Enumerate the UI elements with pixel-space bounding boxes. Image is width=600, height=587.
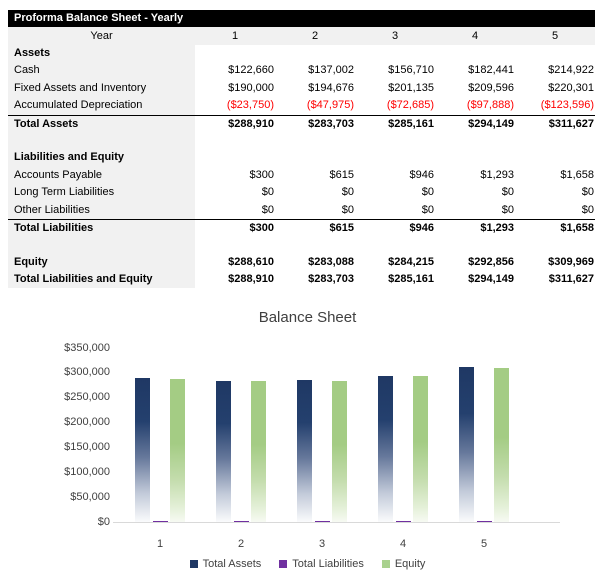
cell-value[interactable]: $309,969: [548, 255, 594, 268]
cell-value[interactable]: $0: [341, 203, 354, 216]
legend-swatch-total-liabilities: [279, 560, 287, 568]
row-label[interactable]: Liabilities and Equity: [8, 149, 195, 166]
year-column-2[interactable]: 2: [311, 30, 319, 42]
legend-label: Total Liabilities: [292, 558, 364, 570]
cell-value[interactable]: $283,088: [308, 255, 354, 268]
cell-value[interactable]: $0: [261, 203, 274, 216]
cell-value[interactable]: $194,676: [308, 81, 354, 94]
table-row-other-liabilities: [8, 202, 595, 219]
row-label[interactable]: Cash: [8, 62, 195, 79]
row-label[interactable]: Assets: [8, 45, 195, 62]
x-tick-label: 2: [237, 538, 245, 550]
cell-value[interactable]: $311,627: [548, 117, 594, 130]
table-row-accounts-payable: [8, 167, 595, 184]
bar-total-assets-year-1[interactable]: [135, 378, 150, 522]
cell-value[interactable]: $0: [261, 186, 274, 199]
balance-sheet-chart[interactable]: [55, 300, 560, 587]
row-label[interactable]: Other Liabilities: [8, 202, 195, 219]
cell-value: [435, 149, 515, 166]
row-label[interactable]: Equity: [8, 254, 195, 271]
year-column-5[interactable]: 5: [551, 30, 559, 42]
bar-equity-year-1[interactable]: [170, 379, 185, 523]
table-row-accumulated-depreciation: [8, 97, 595, 114]
cell-value[interactable]: $294,149: [468, 117, 514, 130]
table-body: [8, 45, 595, 288]
legend-label: Equity: [394, 558, 426, 570]
cell-value: [195, 149, 275, 166]
cell-value: [195, 236, 275, 253]
table-row-total-liabilities-and-equity: [8, 271, 595, 288]
bar-equity-year-5[interactable]: [494, 368, 509, 522]
table-row-long-term-liabilities: [8, 184, 595, 201]
cell-value: [435, 132, 515, 149]
bar-equity-year-4[interactable]: [413, 376, 428, 522]
cell-value: [355, 132, 435, 149]
year-header-row: [8, 27, 595, 45]
cell-value[interactable]: $122,660: [228, 64, 274, 77]
row-label[interactable]: Total Liabilities and Equity: [8, 271, 195, 288]
cell-value[interactable]: $285,161: [388, 273, 434, 286]
bar-total-liabilities-year-4[interactable]: [396, 521, 411, 522]
cell-value: [355, 236, 435, 253]
cell-value[interactable]: $156,710: [388, 64, 434, 77]
year-column-4[interactable]: 4: [471, 30, 479, 42]
table-row-total-liabilities: [8, 219, 595, 236]
table-row-equity: [8, 254, 595, 271]
cell-value[interactable]: ($23,750): [226, 99, 274, 112]
cell-value[interactable]: $288,610: [228, 255, 274, 268]
row-label[interactable]: Total Assets: [8, 116, 195, 132]
row-label[interactable]: Long Term Liabilities: [8, 184, 195, 201]
cell-value[interactable]: $292,856: [468, 255, 514, 268]
cell-value[interactable]: $283,703: [308, 117, 354, 130]
cell-value: [275, 45, 355, 62]
y-tick-label: $350,000: [64, 341, 110, 354]
legend-label: Total Assets: [202, 558, 262, 570]
cell-value: [515, 236, 595, 253]
bar-total-assets-year-2[interactable]: [216, 381, 231, 522]
cell-value: [355, 149, 435, 166]
cell-value: [275, 149, 355, 166]
x-tick-label: 5: [480, 538, 488, 550]
table-row-cash: [8, 62, 595, 79]
cell-value[interactable]: $946: [409, 168, 434, 181]
legend-item-equity[interactable]: [382, 558, 426, 570]
cell-value[interactable]: $0: [421, 186, 434, 199]
year-column-1[interactable]: 1: [231, 30, 239, 42]
x-tick-label: 1: [156, 538, 164, 550]
cell-value[interactable]: $0: [581, 186, 594, 199]
bar-equity-year-2[interactable]: [251, 381, 266, 522]
legend-swatch-equity: [382, 560, 390, 568]
row-label[interactable]: Accumulated Depreciation: [8, 97, 195, 114]
y-tick-label: $200,000: [64, 416, 110, 429]
plot-area: [113, 348, 560, 523]
cell-value[interactable]: $283,703: [308, 273, 354, 286]
bar-total-assets-year-4[interactable]: [378, 376, 393, 522]
cell-value[interactable]: $300: [249, 168, 274, 181]
table-row-liabilities-and-equity: [8, 149, 595, 166]
y-tick-label: $0: [97, 515, 110, 528]
cell-value[interactable]: $1,658: [560, 168, 594, 181]
bar-total-liabilities-year-2[interactable]: [234, 521, 249, 522]
cell-value[interactable]: $294,149: [468, 273, 514, 286]
cell-value[interactable]: $190,000: [228, 81, 274, 94]
row-label: [8, 132, 195, 149]
cell-value: [195, 45, 275, 62]
cell-value[interactable]: $214,922: [548, 64, 594, 77]
bar-total-assets-year-3[interactable]: [297, 380, 312, 522]
year-column-headers: [195, 27, 595, 45]
cell-value[interactable]: $1,658: [560, 221, 594, 234]
cell-value[interactable]: $0: [501, 203, 514, 216]
y-tick-label: $250,000: [64, 391, 110, 404]
legend-item-total-liabilities[interactable]: [279, 558, 364, 570]
cell-value[interactable]: $209,596: [468, 81, 514, 94]
year-column-3[interactable]: 3: [391, 30, 399, 42]
row-label[interactable]: Total Liabilities: [8, 220, 195, 236]
bar-total-liabilities-year-1[interactable]: [153, 521, 168, 522]
cell-value: [275, 236, 355, 253]
y-tick-label: $150,000: [64, 440, 110, 453]
row-label[interactable]: Accounts Payable: [8, 167, 195, 184]
table-row-spacer: [8, 236, 595, 253]
cell-value[interactable]: $0: [501, 186, 514, 199]
y-tick-label: $300,000: [64, 366, 110, 379]
cell-value[interactable]: $284,215: [388, 255, 434, 268]
cell-value[interactable]: $182,441: [468, 64, 514, 77]
cell-value[interactable]: $1,293: [480, 221, 514, 234]
cell-value[interactable]: $137,002: [308, 64, 354, 77]
bar-total-assets-year-5[interactable]: [459, 367, 474, 522]
cell-value: [515, 149, 595, 166]
y-tick-label: $50,000: [70, 490, 110, 503]
cell-value[interactable]: ($72,685): [386, 99, 434, 112]
cell-value[interactable]: $615: [329, 221, 354, 234]
table-row-spacer: [8, 132, 595, 149]
row-label[interactable]: Fixed Assets and Inventory: [8, 80, 195, 97]
year-label[interactable]: Year: [90, 30, 113, 42]
cell-value: [195, 132, 275, 149]
cell-value[interactable]: $615: [329, 168, 354, 181]
cell-value[interactable]: $946: [409, 221, 434, 234]
row-label: [8, 236, 195, 253]
y-tick-label: $100,000: [64, 465, 110, 478]
x-tick-label: 3: [318, 538, 326, 550]
chart-legend: [55, 558, 560, 570]
balance-sheet-table: [8, 10, 595, 288]
cell-value[interactable]: ($47,975): [306, 99, 354, 112]
cell-value: [355, 45, 435, 62]
bar-total-liabilities-year-3[interactable]: [315, 521, 330, 522]
cell-value[interactable]: $0: [421, 203, 434, 216]
cell-value[interactable]: $0: [341, 186, 354, 199]
cell-value[interactable]: $1,293: [480, 168, 514, 181]
cell-value[interactable]: $311,627: [548, 273, 594, 286]
legend-swatch-total-assets: [190, 560, 198, 568]
legend-item-total-assets[interactable]: [190, 558, 262, 570]
table-row-total-assets: [8, 115, 595, 132]
cell-value: [275, 132, 355, 149]
cell-value[interactable]: $220,301: [548, 81, 594, 94]
cell-value[interactable]: $201,135: [388, 81, 434, 94]
cell-value[interactable]: $285,161: [388, 117, 434, 130]
cell-value[interactable]: $288,910: [228, 273, 274, 286]
x-tick-label: 4: [399, 538, 407, 550]
cell-value: [515, 132, 595, 149]
bar-equity-year-3[interactable]: [332, 381, 347, 522]
table-row-fixed-assets-and-inventory: [8, 80, 595, 97]
cell-value[interactable]: ($97,888): [466, 99, 514, 112]
table-row-assets: [8, 45, 595, 62]
cell-value: [435, 45, 515, 62]
cell-value[interactable]: $0: [581, 203, 594, 216]
cell-value: [435, 236, 515, 253]
cell-value[interactable]: $288,910: [228, 117, 274, 130]
cell-value[interactable]: ($123,596): [540, 99, 594, 112]
chart-title: Balance Sheet: [258, 309, 357, 326]
bar-total-liabilities-year-5[interactable]: [477, 521, 492, 522]
cell-value: [515, 45, 595, 62]
cell-value[interactable]: $300: [249, 221, 274, 234]
sheet-title-bar: Proforma Balance Sheet - Yearly: [8, 10, 595, 27]
